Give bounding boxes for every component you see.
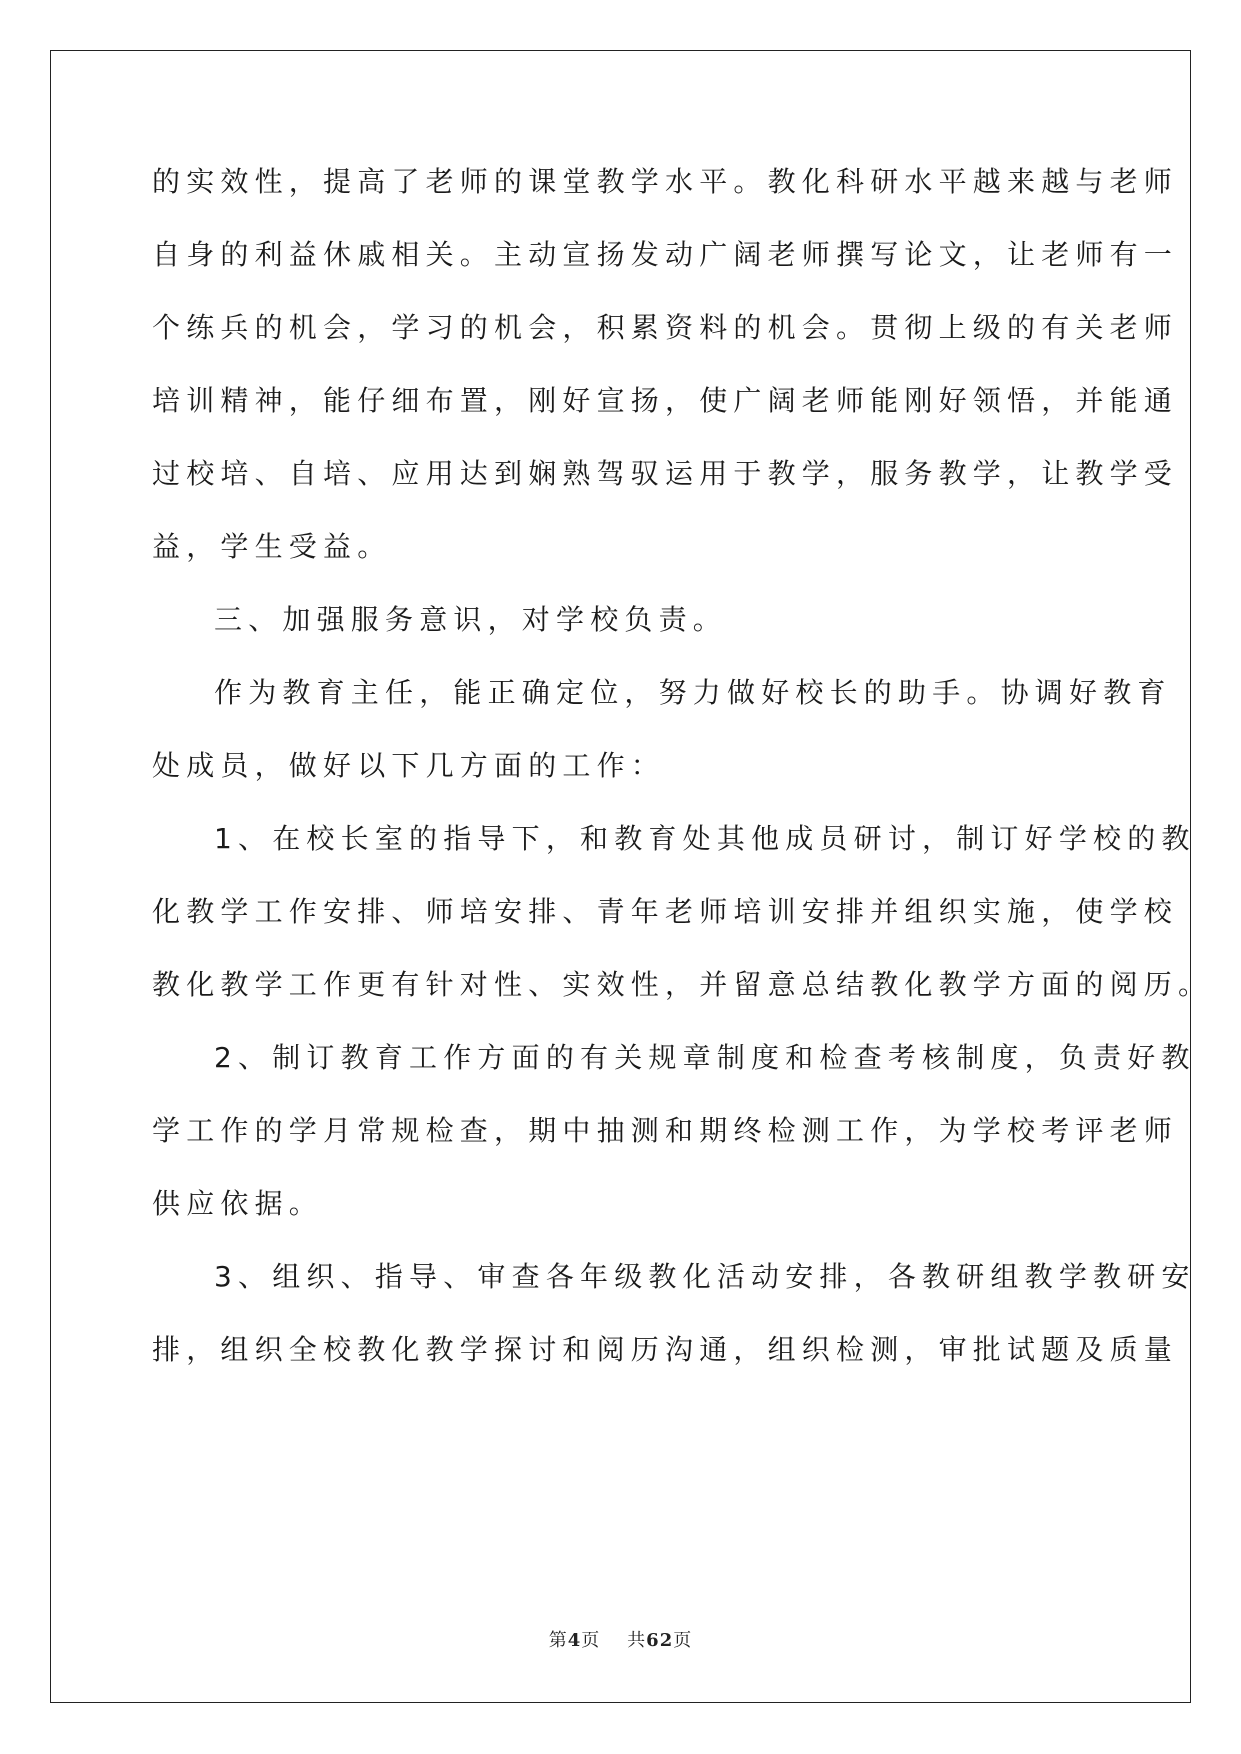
footer-total-prefix: 共: [627, 1630, 647, 1651]
text-line: 排，组织全校教化教学探讨和阅历沟通，组织检测，审批试题及质量: [152, 1333, 1179, 1366]
footer-prefix: 第: [548, 1630, 568, 1651]
text-line: 供应依据。: [152, 1187, 324, 1220]
list-item-1: 1、在校长室的指导下，和教育处其他成员研讨，制订好学校的教: [214, 822, 1196, 855]
footer-total-suffix: 页: [673, 1630, 693, 1651]
text-line: 作为教育主任，能正确定位，努力做好校长的助手。协调好教育: [214, 676, 1172, 709]
text-line: 自身的利益休戚相关。主动宣扬发动广阔老师撰写论文，让老师有一: [152, 238, 1179, 271]
text-line: 益，学生受益。: [152, 530, 392, 563]
total-pages: 62: [646, 1630, 674, 1651]
text-line: 过校培、自培、应用达到娴熟驾驭运用于教学，服务教学，让教学受: [152, 457, 1179, 490]
section-heading: 三、加强服务意识，对学校负责。: [214, 603, 728, 636]
list-item-3: 3、组织、指导、审查各年级教化活动安排，各教研组教学教研安: [214, 1260, 1196, 1293]
text-line: 化教学工作安排、师培安排、青年老师培训安排并组织实施，使学校: [152, 895, 1179, 928]
text-line: 个练兵的机会，学习的机会，积累资料的机会。贯彻上级的有关老师: [152, 311, 1179, 344]
text-line: 学工作的学月常规检查，期中抽测和期终检测工作，为学校考评老师: [152, 1114, 1179, 1147]
footer-page-suffix: 页: [581, 1630, 601, 1651]
page-footer: [0, 1626, 1241, 1652]
text-line: 教化教学工作更有针对性、实效性，并留意总结教化教学方面的阅历。: [152, 968, 1213, 1001]
text-line: 培训精神，能仔细布置，刚好宣扬，使广阔老师能刚好领悟，并能通: [152, 384, 1179, 417]
text-line: 的实效性，提高了老师的课堂教学水平。教化科研水平越来越与老师: [152, 165, 1179, 198]
page-border: [50, 50, 1191, 1703]
list-item-2: 2、制订教育工作方面的有关规章制度和检查考核制度，负责好教: [214, 1041, 1196, 1074]
text-line: 处成员，做好以下几方面的工作：: [152, 749, 666, 782]
page-number: 4: [567, 1630, 582, 1651]
